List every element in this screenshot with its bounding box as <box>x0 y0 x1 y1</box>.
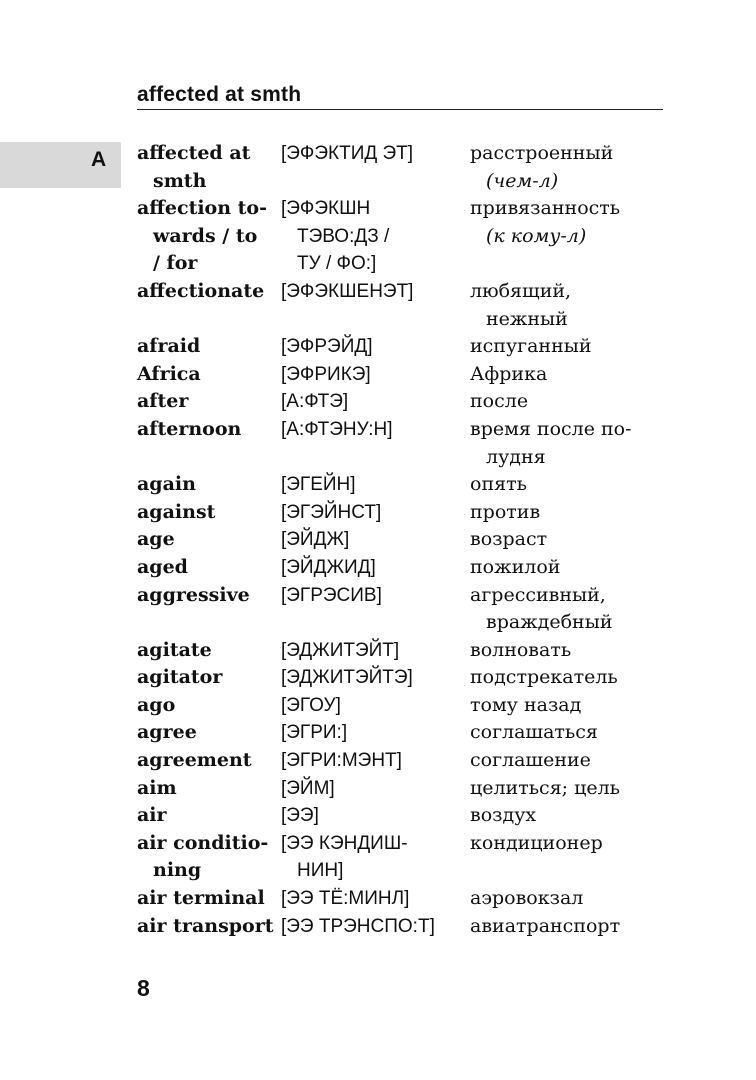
headword-line: affectionate <box>137 279 265 302</box>
transcription-line: ТУ / ФО:] <box>297 253 377 275</box>
transcription <box>281 140 470 195</box>
headword-line: air <box>137 804 167 827</box>
translation <box>470 526 657 554</box>
translation-line: лудня <box>486 445 546 468</box>
transcription-line: [ЭФРИКЭ] <box>281 363 371 385</box>
translation <box>470 499 657 527</box>
headword-line: air terminal <box>137 887 265 910</box>
dictionary-entry <box>137 885 657 913</box>
headword-line: aim <box>137 776 177 799</box>
transcription <box>281 719 470 747</box>
transcription-line: [ЭГЕЙН] <box>281 474 356 496</box>
transcription-line: НИН] <box>297 860 344 882</box>
transcription-line: [ЭЭ] <box>281 805 319 827</box>
headword-line: agreement <box>137 749 252 772</box>
headword <box>137 582 281 637</box>
headword <box>137 885 281 913</box>
transcription-line: [А:ФТЭНУ:Н] <box>281 418 393 440</box>
translation <box>470 195 657 278</box>
translation <box>470 333 657 361</box>
translation-line: испуганный <box>470 335 592 358</box>
dictionary-entry <box>137 830 657 885</box>
headword <box>137 499 281 527</box>
headword <box>137 664 281 692</box>
transcription <box>281 885 470 913</box>
transcription-line: [ЭГРИ:МЭНТ] <box>281 750 402 772</box>
translation <box>470 830 657 885</box>
headword <box>137 719 281 747</box>
dictionary-entry <box>137 664 657 692</box>
translation-line: волновать <box>470 638 572 661</box>
translation-line: авиатранспорт <box>470 914 621 937</box>
headword <box>137 471 281 499</box>
dictionary-entry <box>137 499 657 527</box>
translation <box>470 747 657 775</box>
dictionary-entry <box>137 582 657 637</box>
thumb-tab-letter: A <box>91 148 107 171</box>
transcription <box>281 582 470 637</box>
headword-line: wards / to <box>153 224 258 247</box>
transcription-line: [ЭЙДЖ] <box>281 529 350 551</box>
translation-line: агрессивный, <box>470 583 606 606</box>
headword <box>137 416 281 471</box>
translation <box>470 140 657 195</box>
headword <box>137 830 281 885</box>
dictionary-entry <box>137 719 657 747</box>
translation <box>470 885 657 913</box>
headword-line: against <box>137 500 216 523</box>
headword <box>137 195 281 278</box>
headword-line: aged <box>137 555 188 578</box>
headword <box>137 747 281 775</box>
translation-line: соглашаться <box>470 721 598 744</box>
headword <box>137 333 281 361</box>
translation-line: (чем-л) <box>486 169 559 192</box>
translation-line: после <box>470 390 529 413</box>
headword-line: age <box>137 528 175 551</box>
dictionary-entry <box>137 361 657 389</box>
transcription <box>281 416 470 471</box>
dictionary-entry <box>137 195 657 278</box>
dictionary-entry <box>137 913 657 941</box>
translation <box>470 664 657 692</box>
transcription-line: [ЭЭ ТЁ:МИНЛ] <box>281 888 410 910</box>
transcription <box>281 637 470 665</box>
translation-line: Африка <box>470 362 548 385</box>
transcription <box>281 747 470 775</box>
headword <box>137 361 281 389</box>
dictionary-entry <box>137 554 657 582</box>
translation <box>470 554 657 582</box>
transcription <box>281 830 470 885</box>
transcription-line: [ЭГРИ:] <box>281 722 348 744</box>
transcription-line: [ЭФЭКТИД ЭТ] <box>281 143 414 164</box>
translation <box>470 582 657 637</box>
headword-line: agitator <box>137 666 223 689</box>
headword-line: Africa <box>137 362 201 385</box>
headword-line: after <box>137 390 189 413</box>
translation-line: против <box>470 500 541 523</box>
headword-line: affection to- <box>137 197 267 220</box>
transcription-line: [ЭДЖИТЭЙТЭ] <box>281 667 413 689</box>
transcription-line: [ЭДЖИТЭЙТ] <box>281 639 400 661</box>
headword-line: afternoon <box>137 417 242 440</box>
headword-line: affected at <box>137 142 251 164</box>
headword <box>137 140 281 195</box>
transcription-line: [ЭГОУ] <box>281 694 341 716</box>
headword-line: air transport <box>137 914 274 937</box>
dictionary-entries <box>137 140 657 940</box>
headword-line: ning <box>153 859 202 882</box>
translation <box>470 775 657 803</box>
headword-line: / for <box>153 252 198 275</box>
translation-line: пожилой <box>470 555 561 578</box>
headword <box>137 637 281 665</box>
translation-line: возраст <box>470 528 548 551</box>
headword <box>137 802 281 830</box>
dictionary-entry <box>137 333 657 361</box>
transcription-line: [ЭГРЭСИВ] <box>281 584 382 606</box>
transcription-line: [ЭФРЭЙД] <box>281 336 373 358</box>
dictionary-entry <box>137 775 657 803</box>
headword <box>137 775 281 803</box>
transcription <box>281 664 470 692</box>
translation-line: кондиционер <box>470 831 603 854</box>
translation <box>470 361 657 389</box>
header-rule <box>137 109 663 110</box>
dictionary-entry <box>137 388 657 416</box>
translation-line: воздух <box>470 804 537 827</box>
headword <box>137 554 281 582</box>
translation <box>470 471 657 499</box>
translation-line: любящий, <box>470 279 572 302</box>
headword-line: aggressive <box>137 583 250 606</box>
translation-line: соглашение <box>470 749 591 772</box>
translation-line: целиться; цель <box>470 776 620 799</box>
transcription <box>281 913 470 941</box>
translation <box>470 802 657 830</box>
headword <box>137 388 281 416</box>
transcription <box>281 195 470 278</box>
translation-line: опять <box>470 473 527 496</box>
headword-line: smth <box>153 169 207 192</box>
page-number: 8 <box>137 975 150 1001</box>
transcription <box>281 361 470 389</box>
dictionary-entry <box>137 278 657 333</box>
transcription-line: [ЭФЭКШЕНЭТ] <box>281 280 414 302</box>
transcription <box>281 278 470 333</box>
dictionary-entry <box>137 526 657 554</box>
translation-line: подстрекатель <box>470 666 618 689</box>
translation <box>470 388 657 416</box>
dictionary-entry <box>137 140 657 195</box>
dictionary-entry <box>137 747 657 775</box>
transcription-line: [ЭЭ ТРЭНСПО:Т] <box>281 915 435 937</box>
transcription-line: [ЭЙДЖИД] <box>281 556 376 578</box>
translation <box>470 913 657 941</box>
translation-line: (к кому-л) <box>486 224 587 247</box>
translation-line: привязанность <box>470 197 621 220</box>
transcription-line: [А:ФТЭ] <box>281 391 349 413</box>
translation-line: тому назад <box>470 693 582 716</box>
transcription <box>281 692 470 720</box>
transcription <box>281 388 470 416</box>
transcription-line: [ЭЭ КЭНДИШ- <box>281 832 408 854</box>
transcription <box>281 775 470 803</box>
translation <box>470 637 657 665</box>
transcription <box>281 554 470 582</box>
headword-line: again <box>137 473 196 496</box>
translation-line: время после по- <box>470 417 632 440</box>
headword-line: afraid <box>137 335 201 358</box>
headword <box>137 913 281 941</box>
translation <box>470 416 657 471</box>
running-head: affected at smth <box>137 83 302 106</box>
transcription <box>281 333 470 361</box>
transcription <box>281 526 470 554</box>
transcription-line: [ЭГЭЙНСТ] <box>281 501 382 523</box>
dictionary-entry <box>137 637 657 665</box>
transcription-line: [ЭФЭКШН <box>281 198 371 220</box>
translation <box>470 719 657 747</box>
dictionary-entry <box>137 471 657 499</box>
headword-line: agree <box>137 721 197 744</box>
transcription-line: [ЭЙМ] <box>281 777 335 799</box>
dictionary-entry <box>137 416 657 471</box>
headword-line: air conditio- <box>137 831 269 854</box>
translation <box>470 692 657 720</box>
translation-line: расстроенный <box>470 142 614 164</box>
translation <box>470 278 657 333</box>
translation-line: аэровокзал <box>470 887 584 910</box>
transcription-line: ТЭВО:ДЗ / <box>297 225 390 247</box>
headword-line: ago <box>137 693 176 716</box>
headword <box>137 692 281 720</box>
transcription <box>281 802 470 830</box>
transcription <box>281 471 470 499</box>
headword <box>137 278 281 333</box>
dictionary-entry <box>137 692 657 720</box>
headword-line: agitate <box>137 638 212 661</box>
translation-line: нежный <box>486 307 568 330</box>
dictionary-entry <box>137 802 657 830</box>
headword <box>137 526 281 554</box>
transcription <box>281 499 470 527</box>
translation-line: враждебный <box>486 611 613 634</box>
